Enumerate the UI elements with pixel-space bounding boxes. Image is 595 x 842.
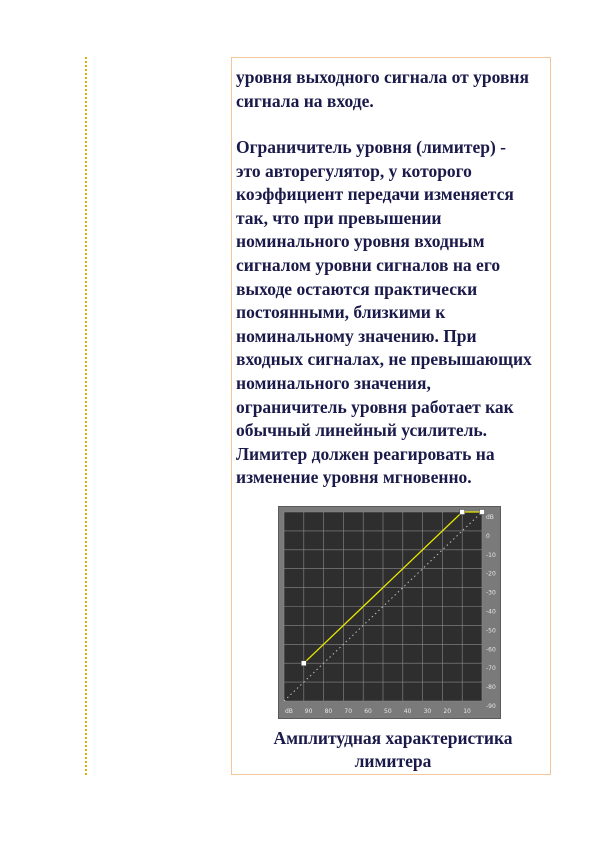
y-tick-label: -30 xyxy=(486,589,496,597)
x-tick-label: dB xyxy=(285,708,293,715)
paragraph-limiter-definition: Ограничитель уровня (лимитер) - это авторегулятор, у которого коэффициент передачи изменяется так, что при превышении номинального уровня входным сигналом уровни сигналов на его выходе остаются практически постоянными, близкими к номинальному значению. При входных сигналах, не превышающих номинального значения, ограничитель уровня работает как обычный линейный усилитель. Лимитер должен реагировать на изменение уровня мгновенно. xyxy=(236,137,532,488)
y-tick-label: -50 xyxy=(486,627,496,635)
y-tick-label: -10 xyxy=(486,551,496,559)
figure-caption xyxy=(236,727,550,773)
curve-handle-point xyxy=(480,510,485,515)
y-tick-label: -90 xyxy=(486,703,496,710)
x-tick-label: 10 xyxy=(463,708,471,715)
caption-text: Амплитудная характеристика лимитера xyxy=(273,728,513,771)
x-tick-label: 80 xyxy=(324,708,333,715)
x-tick-label: 20 xyxy=(443,708,452,715)
x-tick-label: 60 xyxy=(364,708,372,715)
curve-handle-point xyxy=(301,661,306,666)
y-tick-label: dB xyxy=(486,514,494,521)
amplitude-characteristic-figure xyxy=(278,506,501,719)
x-tick-label: 40 xyxy=(403,708,412,715)
y-tick-label: -60 xyxy=(486,646,496,654)
x-tick-label: 50 xyxy=(384,708,392,715)
limiter-amplitude-chart xyxy=(279,507,500,718)
x-tick-label: 90 xyxy=(304,708,313,715)
y-tick-label: -40 xyxy=(486,608,496,616)
x-tick-label: 30 xyxy=(423,708,432,715)
paragraph-continuation: уровня выходного сигнала от уровня сигнала на входе. xyxy=(236,67,529,111)
curve-handle-point xyxy=(460,510,465,515)
y-tick-label: -80 xyxy=(486,684,496,692)
margin-dotted-rule xyxy=(85,57,87,775)
y-tick-label: 0 xyxy=(486,532,490,540)
x-tick-label: 70 xyxy=(344,708,353,715)
y-tick-label: -20 xyxy=(486,570,496,578)
y-tick-label: -70 xyxy=(486,665,496,673)
